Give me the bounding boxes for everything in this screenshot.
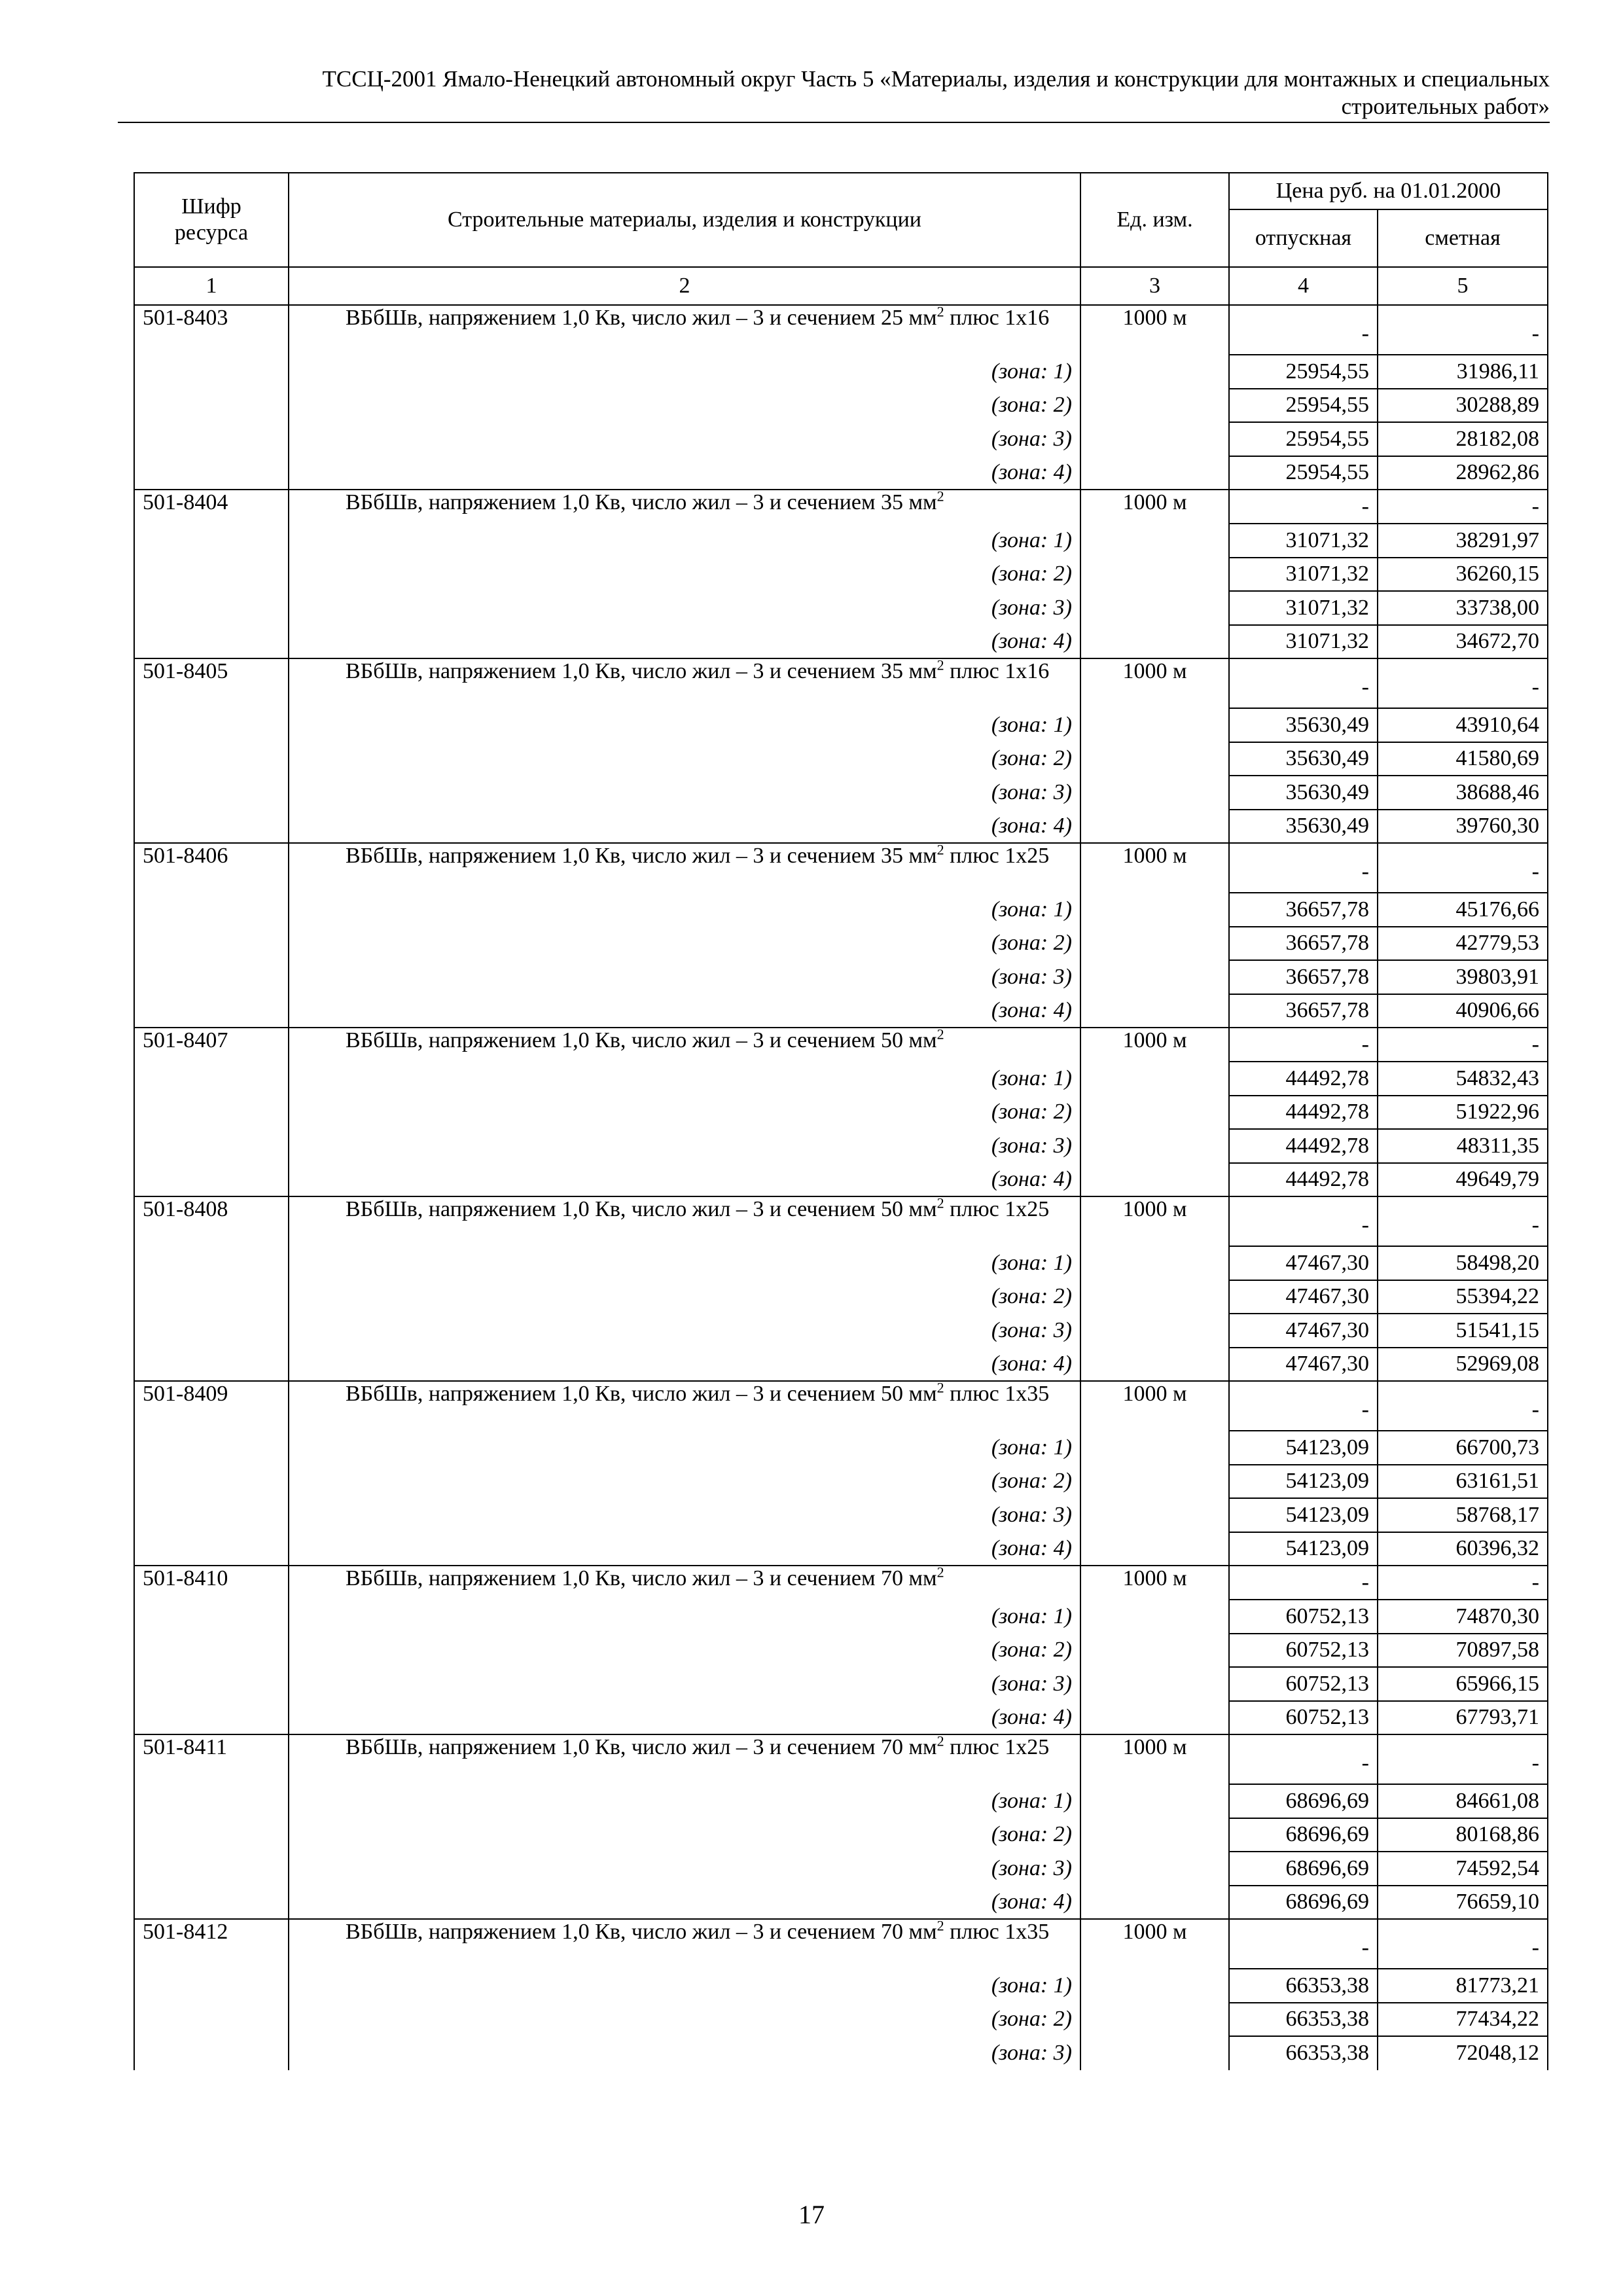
estimate-price: 39760,30: [1378, 810, 1548, 844]
zone-label: (зона: 3): [289, 2036, 1080, 2070]
col-header-estimate: сметная: [1378, 209, 1548, 267]
table-row: [134, 1196, 1548, 1246]
zone-row: [134, 1818, 1548, 1852]
zone-label: (зона: 1): [289, 524, 1080, 558]
unit-cell: 1000 м: [1080, 305, 1229, 490]
resource-name-text: ВБбШв, напряжением 1,0 Кв, число жил – 3 и сечением 70 мм: [346, 1566, 937, 1590]
release-price: 54123,09: [1229, 1498, 1378, 1532]
release-price: 35630,49: [1229, 810, 1378, 844]
release-price: 47467,30: [1229, 1280, 1378, 1314]
resource-name-text: ВБбШв, напряжением 1,0 Кв, число жил – 3 и сечением 70 мм: [346, 1735, 937, 1759]
release-price: 31071,32: [1229, 591, 1378, 625]
release-price: -: [1229, 1196, 1378, 1246]
resource-code: 501-8411: [134, 1734, 289, 1919]
running-header-line2: строительных работ»: [1341, 94, 1550, 119]
superscript: 2: [936, 1026, 944, 1043]
superscript: 2: [936, 841, 944, 858]
resource-name: [289, 1381, 1080, 1431]
superscript: 2: [936, 488, 944, 505]
release-price: 44492,78: [1229, 1163, 1378, 1197]
col-header-price: Цена руб. на 01.01.2000: [1229, 173, 1548, 209]
estimate-price: 51541,15: [1378, 1314, 1548, 1348]
table-row: [134, 490, 1548, 524]
superscript: 2: [936, 656, 944, 673]
estimate-price: -: [1378, 1919, 1548, 1969]
zone-row: [134, 893, 1548, 927]
zone-label: (зона: 1): [289, 355, 1080, 389]
estimate-price: 43910,64: [1378, 708, 1548, 742]
release-price: 31071,32: [1229, 558, 1378, 592]
resource-name-text: ВБбШв, напряжением 1,0 Кв, число жил – 3 и сечением 25 мм: [346, 306, 937, 330]
table-row: [134, 843, 1548, 893]
zone-row: [134, 927, 1548, 961]
running-header-line1: ТССЦ-2001 Ямало-Ненецкий автономный округ Часть 5 «Материалы, изделия и конструкции для монтажных и специальных: [322, 66, 1550, 92]
zone-row: [134, 1886, 1548, 1920]
zone-label: (зона: 4): [289, 456, 1080, 490]
zone-row: [134, 625, 1548, 659]
estimate-price: 51922,96: [1378, 1096, 1548, 1130]
unit-cell: 1000 м: [1080, 1919, 1229, 2070]
estimate-price: 34672,70: [1378, 625, 1548, 659]
estimate-price: 74592,54: [1378, 1852, 1548, 1886]
release-price: 60752,13: [1229, 1600, 1378, 1634]
estimate-price: -: [1378, 1196, 1548, 1246]
resource-code: 501-8410: [134, 1566, 289, 1734]
release-price: 60752,13: [1229, 1701, 1378, 1735]
unit-cell: 1000 м: [1080, 1028, 1229, 1196]
col-number: 1: [134, 267, 289, 305]
zone-label: (зона: 4): [289, 1886, 1080, 1920]
resource-name: [289, 490, 1080, 524]
superscript: 2: [936, 1732, 944, 1749]
zone-row: [134, 2036, 1548, 2070]
zone-label: (зона: 3): [289, 960, 1080, 994]
zone-label: (зона: 4): [289, 1532, 1080, 1566]
estimate-price: 58768,17: [1378, 1498, 1548, 1532]
zone-row: [134, 994, 1548, 1028]
resource-name: [289, 1196, 1080, 1246]
release-price: 68696,69: [1229, 1818, 1378, 1852]
release-price: 66353,38: [1229, 1969, 1378, 2003]
resource-name-tail: плюс 1х16: [944, 659, 1050, 683]
resource-name-text: ВБбШв, напряжением 1,0 Кв, число жил – 3 и сечением 70 мм: [346, 1920, 937, 1944]
zone-row: [134, 1129, 1548, 1163]
zone-row: [134, 2003, 1548, 2037]
release-price: -: [1229, 1381, 1378, 1431]
estimate-price: 48311,35: [1378, 1129, 1548, 1163]
superscript: 2: [936, 1917, 944, 1934]
estimate-price: 28182,08: [1378, 422, 1548, 456]
zone-label: (зона: 2): [289, 927, 1080, 961]
resource-name-text: ВБбШв, напряжением 1,0 Кв, число жил – 3 и сечением 35 мм: [346, 844, 937, 868]
zone-row: [134, 960, 1548, 994]
resource-name: [289, 1028, 1080, 1062]
estimate-price: 52969,08: [1378, 1348, 1548, 1382]
estimate-price: 54832,43: [1378, 1062, 1548, 1096]
release-price: 47467,30: [1229, 1314, 1378, 1348]
zone-row: [134, 1784, 1548, 1818]
zone-label: (зона: 4): [289, 810, 1080, 844]
resource-name-text: ВБбШв, напряжением 1,0 Кв, число жил – 3 и сечением 35 мм: [346, 659, 937, 683]
release-price: -: [1229, 1566, 1378, 1600]
col-number: 2: [289, 267, 1080, 305]
resource-name-text: ВБбШв, напряжением 1,0 Кв, число жил – 3 и сечением 50 мм: [346, 1382, 937, 1406]
release-price: 35630,49: [1229, 776, 1378, 810]
estimate-price: 38688,46: [1378, 776, 1548, 810]
release-price: 66353,38: [1229, 2003, 1378, 2037]
estimate-price: 41580,69: [1378, 742, 1548, 776]
resource-name: [289, 843, 1080, 893]
zone-label: (зона: 1): [289, 1969, 1080, 2003]
release-price: -: [1229, 490, 1378, 524]
estimate-price: 28962,86: [1378, 456, 1548, 490]
zone-label: (зона: 2): [289, 1465, 1080, 1499]
resource-name: [289, 658, 1080, 708]
release-price: 25954,55: [1229, 456, 1378, 490]
zone-label: (зона: 2): [289, 558, 1080, 592]
zone-label: (зона: 2): [289, 1096, 1080, 1130]
zone-label: (зона: 3): [289, 1498, 1080, 1532]
unit-cell: 1000 м: [1080, 658, 1229, 843]
resource-code: 501-8408: [134, 1196, 289, 1381]
resource-name-tail: плюс 1х16: [944, 306, 1050, 330]
estimate-price: 81773,21: [1378, 1969, 1548, 2003]
zone-row: [134, 1431, 1548, 1465]
zone-label: (зона: 4): [289, 1348, 1080, 1382]
col-number: 5: [1378, 267, 1548, 305]
release-price: -: [1229, 843, 1378, 893]
zone-row: [134, 524, 1548, 558]
col-header-name: Строительные материалы, изделия и конструкции: [289, 173, 1080, 267]
estimate-price: 40906,66: [1378, 994, 1548, 1028]
col-number: 4: [1229, 267, 1378, 305]
superscript: 2: [936, 1564, 944, 1581]
zone-row: [134, 456, 1548, 490]
col-header-unit: Ед. изм.: [1080, 173, 1229, 267]
release-price: 54123,09: [1229, 1431, 1378, 1465]
resource-name-tail: плюс 1х25: [944, 1735, 1050, 1759]
resource-name-text: ВБбШв, напряжением 1,0 Кв, число жил – 3 и сечением 35 мм: [346, 490, 937, 514]
estimate-price: 38291,97: [1378, 524, 1548, 558]
zone-label: (зона: 1): [289, 1246, 1080, 1280]
zone-row: [134, 1498, 1548, 1532]
superscript: 2: [936, 303, 944, 320]
estimate-price: -: [1378, 843, 1548, 893]
estimate-price: 31986,11: [1378, 355, 1548, 389]
zone-row: [134, 355, 1548, 389]
resource-name-text: ВБбШв, напряжением 1,0 Кв, число жил – 3 и сечением 50 мм: [346, 1197, 937, 1221]
table-row: [134, 658, 1548, 708]
estimate-price: 65966,15: [1378, 1667, 1548, 1701]
release-price: 31071,32: [1229, 625, 1378, 659]
release-price: 31071,32: [1229, 524, 1378, 558]
unit-cell: 1000 м: [1080, 1381, 1229, 1566]
release-price: 25954,55: [1229, 389, 1378, 423]
estimate-price: 42779,53: [1378, 927, 1548, 961]
estimate-price: 70897,58: [1378, 1634, 1548, 1668]
estimate-price: 45176,66: [1378, 893, 1548, 927]
release-price: -: [1229, 305, 1378, 355]
release-price: 68696,69: [1229, 1886, 1378, 1920]
estimate-price: 58498,20: [1378, 1246, 1548, 1280]
estimate-price: 77434,22: [1378, 2003, 1548, 2037]
resource-name: [289, 1919, 1080, 1969]
estimate-price: 80168,86: [1378, 1818, 1548, 1852]
release-price: 60752,13: [1229, 1634, 1378, 1668]
release-price: 35630,49: [1229, 742, 1378, 776]
release-price: 44492,78: [1229, 1129, 1378, 1163]
release-price: 36657,78: [1229, 927, 1378, 961]
zone-row: [134, 1062, 1548, 1096]
release-price: 25954,55: [1229, 422, 1378, 456]
resource-name-tail: плюс 1х35: [944, 1920, 1050, 1944]
release-price: 35630,49: [1229, 708, 1378, 742]
zone-label: (зона: 1): [289, 1431, 1080, 1465]
estimate-price: -: [1378, 658, 1548, 708]
zone-label: (зона: 3): [289, 1314, 1080, 1348]
release-price: 66353,38: [1229, 2036, 1378, 2070]
resource-code: 501-8403: [134, 305, 289, 490]
zone-row: [134, 1532, 1548, 1566]
unit-cell: 1000 м: [1080, 843, 1229, 1028]
zone-row: [134, 1314, 1548, 1348]
resource-name: [289, 1734, 1080, 1784]
zone-row: [134, 1465, 1548, 1499]
zone-row: [134, 591, 1548, 625]
estimate-price: 72048,12: [1378, 2036, 1548, 2070]
zone-label: (зона: 2): [289, 1634, 1080, 1668]
estimate-price: -: [1378, 1381, 1548, 1431]
resource-code: 501-8405: [134, 658, 289, 843]
table-row: [134, 1919, 1548, 1969]
resource-code: 501-8412: [134, 1919, 289, 2070]
zone-label: (зона: 3): [289, 1852, 1080, 1886]
zone-label: (зона: 3): [289, 1129, 1080, 1163]
zone-row: [134, 1163, 1548, 1197]
table-row: [134, 1566, 1548, 1600]
release-price: 68696,69: [1229, 1852, 1378, 1886]
estimate-price: 84661,08: [1378, 1784, 1548, 1818]
release-price: -: [1229, 1028, 1378, 1062]
zone-row: [134, 1852, 1548, 1886]
unit-cell: 1000 м: [1080, 1734, 1229, 1919]
superscript: 2: [936, 1379, 944, 1396]
zone-label: (зона: 2): [289, 742, 1080, 776]
release-price: 25954,55: [1229, 355, 1378, 389]
estimate-price: 30288,89: [1378, 389, 1548, 423]
zone-row: [134, 1667, 1548, 1701]
zone-label: (зона: 2): [289, 389, 1080, 423]
release-price: 44492,78: [1229, 1062, 1378, 1096]
resource-name-text: ВБбШв, напряжением 1,0 Кв, число жил – 3 и сечением 50 мм: [346, 1028, 937, 1052]
zone-row: [134, 1969, 1548, 2003]
table-body: [134, 305, 1548, 2070]
table-row: [134, 1734, 1548, 1784]
header-rule: [118, 122, 1550, 123]
release-price: 54123,09: [1229, 1532, 1378, 1566]
table-header: [134, 173, 1548, 305]
unit-cell: 1000 м: [1080, 1196, 1229, 1381]
zone-label: (зона: 1): [289, 1600, 1080, 1634]
resource-code: 501-8404: [134, 490, 289, 658]
zone-label: (зона: 1): [289, 708, 1080, 742]
zone-row: [134, 1701, 1548, 1735]
zone-label: (зона: 2): [289, 1280, 1080, 1314]
col-header-release: отпускная: [1229, 209, 1378, 267]
zone-row: [134, 558, 1548, 592]
zone-label: (зона: 3): [289, 422, 1080, 456]
release-price: 60752,13: [1229, 1667, 1378, 1701]
resource-code: 501-8406: [134, 843, 289, 1028]
col-header-code: Шифр ресурса: [134, 173, 289, 267]
zone-row: [134, 1096, 1548, 1130]
estimate-price: -: [1378, 1734, 1548, 1784]
estimate-price: -: [1378, 490, 1548, 524]
release-price: -: [1229, 658, 1378, 708]
estimate-price: 36260,15: [1378, 558, 1548, 592]
page-number: 17: [798, 2200, 825, 2229]
zone-row: [134, 1246, 1548, 1280]
superscript: 2: [936, 1194, 944, 1211]
zone-label: (зона: 1): [289, 1062, 1080, 1096]
estimate-price: 33738,00: [1378, 591, 1548, 625]
table-row: [134, 305, 1548, 355]
resource-name-tail: плюс 1х35: [944, 1382, 1050, 1406]
zone-row: [134, 708, 1548, 742]
resource-name: [289, 305, 1080, 355]
estimate-price: 39803,91: [1378, 960, 1548, 994]
running-header: [118, 65, 1550, 120]
estimate-price: 66700,73: [1378, 1431, 1548, 1465]
unit-cell: 1000 м: [1080, 490, 1229, 658]
zone-label: (зона: 2): [289, 1818, 1080, 1852]
table-row: [134, 1028, 1548, 1062]
zone-label: (зона: 3): [289, 1667, 1080, 1701]
col-number: 3: [1080, 267, 1229, 305]
zone-label: (зона: 3): [289, 776, 1080, 810]
zone-label: (зона: 4): [289, 994, 1080, 1028]
release-price: 54123,09: [1229, 1465, 1378, 1499]
resource-name-tail: плюс 1х25: [944, 844, 1050, 868]
resource-name: [289, 1566, 1080, 1600]
estimate-price: 49649,79: [1378, 1163, 1548, 1197]
zone-row: [134, 810, 1548, 844]
zone-label: (зона: 2): [289, 2003, 1080, 2037]
zone-row: [134, 776, 1548, 810]
resource-name-tail: плюс 1х25: [944, 1197, 1050, 1221]
zone-row: [134, 389, 1548, 423]
resource-code: 501-8407: [134, 1028, 289, 1196]
zone-label: (зона: 4): [289, 1701, 1080, 1735]
release-price: 44492,78: [1229, 1096, 1378, 1130]
release-price: 68696,69: [1229, 1784, 1378, 1818]
estimate-price: -: [1378, 305, 1548, 355]
zone-label: (зона: 4): [289, 625, 1080, 659]
estimate-price: 55394,22: [1378, 1280, 1548, 1314]
estimate-price: 76659,10: [1378, 1886, 1548, 1920]
release-price: 47467,30: [1229, 1348, 1378, 1382]
unit-cell: 1000 м: [1080, 1566, 1229, 1734]
estimate-price: 74870,30: [1378, 1600, 1548, 1634]
zone-row: [134, 1348, 1548, 1382]
zone-label: (зона: 3): [289, 591, 1080, 625]
zone-row: [134, 1600, 1548, 1634]
zone-row: [134, 742, 1548, 776]
estimate-price: 60396,32: [1378, 1532, 1548, 1566]
estimate-price: 67793,71: [1378, 1701, 1548, 1735]
estimate-price: -: [1378, 1566, 1548, 1600]
release-price: -: [1229, 1919, 1378, 1969]
zone-label: (зона: 1): [289, 1784, 1080, 1818]
zone-label: (зона: 4): [289, 1163, 1080, 1197]
release-price: -: [1229, 1734, 1378, 1784]
zone-row: [134, 1280, 1548, 1314]
table-row: [134, 1381, 1548, 1431]
zone-row: [134, 422, 1548, 456]
zone-row: [134, 1634, 1548, 1668]
release-price: 47467,30: [1229, 1246, 1378, 1280]
resource-price-table: [134, 172, 1548, 2070]
release-price: 36657,78: [1229, 893, 1378, 927]
zone-label: (зона: 1): [289, 893, 1080, 927]
resource-code: 501-8409: [134, 1381, 289, 1566]
release-price: 36657,78: [1229, 960, 1378, 994]
estimate-price: -: [1378, 1028, 1548, 1062]
release-price: 36657,78: [1229, 994, 1378, 1028]
estimate-price: 63161,51: [1378, 1465, 1548, 1499]
